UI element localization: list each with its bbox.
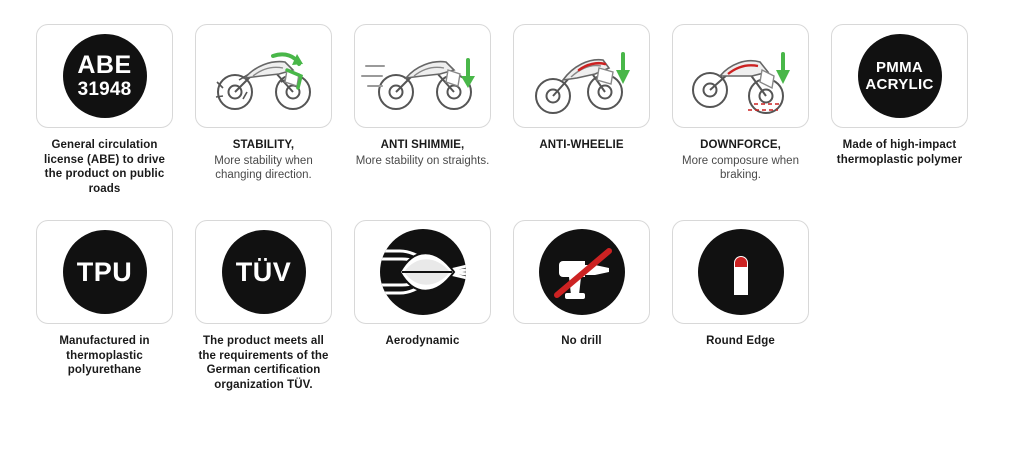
motorcycle-downforce-icon	[678, 30, 803, 122]
feature-caption-anti-shimmie	[353, 138, 493, 168]
feature-title: General circulation license (ABE) to drive the product on public roads	[43, 139, 166, 196]
feature-caption-tpu	[35, 334, 175, 379]
feature-caption-pmma	[830, 138, 970, 168]
tuv-badge-icon	[222, 230, 306, 314]
feature-title: No drill	[561, 334, 602, 347]
abe-badge-line2: 31948	[77, 79, 132, 101]
feature-anti-shimmie	[354, 24, 491, 168]
feature-subtitle: More stability on straights.	[355, 154, 490, 167]
feature-caption-no-drill	[512, 334, 652, 350]
feature-row-2	[0, 198, 1024, 394]
feature-title: STABILITY,	[232, 139, 295, 151]
round-edge-icon	[698, 229, 784, 315]
feature-title: ANTI SHIMMIE,	[380, 139, 465, 151]
feature-round-edge	[672, 220, 809, 350]
feature-title: Made of high-impact thermoplastic polymer	[836, 139, 963, 166]
feature-subtitle: More stability when changing direction.	[214, 154, 313, 182]
feature-caption-anti-wheelie	[512, 138, 652, 154]
feature-title: Aerodynamic	[385, 334, 460, 347]
pmma-badge-line2: ACRYLIC	[865, 75, 934, 93]
feature-caption-round-edge	[671, 334, 811, 350]
tpu-badge-icon	[63, 230, 147, 314]
pmma-acrylic-badge-icon	[858, 34, 942, 118]
feature-card-tpu	[36, 220, 173, 324]
feature-card-abe	[36, 24, 173, 128]
feature-card-round-edge	[672, 220, 809, 324]
feature-title: ANTI-WHEELIE	[539, 139, 624, 151]
feature-downforce	[672, 24, 809, 183]
feature-subtitle: More composure when braking.	[682, 154, 799, 182]
feature-card-stability	[195, 24, 332, 128]
feature-caption-tuv	[194, 334, 334, 394]
tuv-badge-line1: TÜV	[235, 256, 292, 287]
feature-anti-wheelie	[513, 24, 650, 154]
feature-card-anti-shimmie	[354, 24, 491, 128]
feature-tpu	[36, 220, 173, 379]
motorcycle-anti-shimmie-icon	[360, 30, 485, 122]
motorcycle-anti-wheelie-icon	[519, 30, 644, 122]
feature-card-pmma	[831, 24, 968, 128]
feature-row-1	[0, 0, 1024, 198]
feature-title: DOWNFORCE,	[700, 139, 781, 151]
feature-card-aerodynamic	[354, 220, 491, 324]
feature-aerodynamic	[354, 220, 491, 350]
feature-title: Round Edge	[706, 334, 775, 347]
feature-stability	[195, 24, 332, 183]
feature-caption-abe	[35, 138, 175, 198]
feature-card-downforce	[672, 24, 809, 128]
feature-abe	[36, 24, 173, 198]
feature-card-anti-wheelie	[513, 24, 650, 128]
feature-no-drill	[513, 220, 650, 350]
tpu-badge-line1: TPU	[76, 256, 133, 287]
feature-caption-stability	[194, 138, 334, 183]
feature-title: Manufactured in thermoplastic polyurethane	[59, 334, 150, 377]
abe-badge-icon	[63, 34, 147, 118]
feature-caption-aerodynamic	[353, 334, 493, 350]
feature-tuv	[195, 220, 332, 394]
abe-badge-line1: ABE	[77, 50, 132, 79]
feature-card-tuv	[195, 220, 332, 324]
no-drill-icon	[539, 229, 625, 315]
motorcycle-stability-icon	[201, 30, 326, 122]
aerodynamic-airflow-icon	[380, 229, 466, 315]
feature-card-no-drill	[513, 220, 650, 324]
pmma-badge-line1: PMMA	[875, 58, 924, 76]
feature-pmma	[831, 24, 968, 168]
feature-caption-downforce	[671, 138, 811, 183]
feature-title: The product meets all the requirements of the German certification organization TÜV.	[198, 334, 329, 392]
